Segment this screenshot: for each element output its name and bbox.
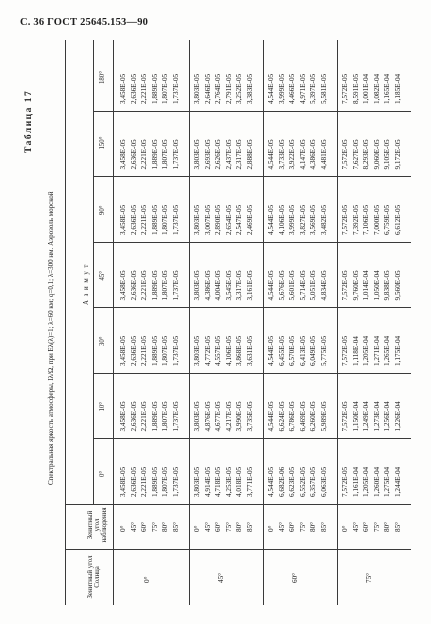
- table-cell-value: 4,386E-05: [309, 139, 317, 170]
- table-cell-value: 4,217E-05: [224, 401, 233, 432]
- zenith-value: 85°: [171, 521, 180, 532]
- sun-column-divider: [65, 549, 411, 550]
- table-cell-value: 3,803E-05: [193, 466, 201, 497]
- table-cell-value: 4,106E-05: [277, 204, 286, 235]
- table-cell-value: 3,733E-05: [277, 139, 286, 170]
- table-label: Таблица 17: [24, 89, 34, 153]
- zenith-value: 45°: [351, 521, 360, 532]
- table-cell-value: 4,834E-05: [319, 270, 328, 301]
- table-cell-value: 4,677E-05: [214, 401, 222, 432]
- table-cell-value: 6,624E-05: [277, 401, 286, 432]
- azimuth-label: 90°: [99, 205, 106, 215]
- table-cell-value: 1,807E-05: [161, 335, 169, 366]
- table-cell-value: 9,060E-05: [372, 139, 381, 170]
- table-cell-value: 3,868E-05: [235, 335, 243, 366]
- table-cell-value: 5,989E-05: [319, 401, 328, 432]
- table-cell-value: 3,458E-05: [119, 73, 127, 104]
- table-cell-value: 4,971E-05: [298, 73, 307, 104]
- sun-zenith-value: 45°: [217, 572, 225, 583]
- table-cell-value: 2,221E-05: [140, 204, 148, 235]
- zenith-value: 85°: [393, 521, 402, 532]
- table-cell-value: 2,764E-05: [214, 73, 222, 104]
- table-cell-value: 1,275E-04: [383, 466, 391, 497]
- table-cell-value: 3,803E-05: [193, 139, 201, 170]
- table-cell-value: 3,827E-05: [298, 204, 307, 235]
- table-cell-value: 2,636E-05: [129, 73, 138, 104]
- table-cell-value: 3,803E-05: [193, 335, 201, 366]
- table-cell-value: 9,172E-05: [393, 139, 402, 170]
- table-cell-value: 1,161E-04: [351, 466, 360, 497]
- table-cell-value: 4,018E-05: [235, 466, 243, 497]
- table-cell-value: 5,714E-05: [298, 270, 307, 301]
- table-cell-value: 1,014E-04: [362, 270, 370, 301]
- table-cell-value: 1,807E-05: [161, 204, 169, 235]
- table-cell-value: 1,175E-04: [393, 335, 402, 366]
- table-cell-value: 1,050E-04: [372, 270, 381, 301]
- table-cell-value: 4,544E-05: [267, 139, 275, 170]
- zenith-column-divider: [65, 504, 411, 505]
- table-cell-value: 5,051E-05: [309, 270, 317, 301]
- table-top-border: [65, 40, 66, 605]
- table-cell-value: 7,106E-05: [362, 204, 370, 235]
- table-cell-value: 3,990E-05: [235, 401, 243, 432]
- table-cell-value: 2,636E-05: [129, 204, 138, 235]
- table-cell-value: 2,791E-05: [224, 73, 233, 104]
- table-cell-value: 4,544E-05: [267, 401, 275, 432]
- table-cell-value: 5,676E-05: [277, 270, 286, 301]
- table-cell-value: 4,914E-05: [203, 466, 212, 497]
- table-cell-value: 1,244E-04: [393, 466, 402, 497]
- zenith-value: 45°: [277, 521, 286, 532]
- table-cell-value: 3,922E-05: [288, 139, 296, 170]
- table-cell-value: 4,544E-05: [267, 270, 275, 301]
- table-cell-value: 4,557E-05: [214, 335, 222, 366]
- table-cell-value: 1,249E-04: [362, 401, 370, 432]
- table-cell-value: 1,889E-05: [150, 139, 159, 170]
- zenith-value: 85°: [245, 521, 254, 532]
- table-cell-value: 3,771E-05: [245, 466, 254, 497]
- table-cell-value: 7,000E-05: [372, 204, 381, 235]
- table-cell-value: 4,466E-05: [288, 73, 296, 104]
- table-cell-value: 7,572E-05: [341, 73, 349, 104]
- table-cell-value: 1,807E-05: [161, 270, 169, 301]
- table-cell-value: 2,221E-05: [140, 401, 148, 432]
- zenith-value: 75°: [150, 521, 159, 532]
- table-cell-value: 1,807E-05: [161, 401, 169, 432]
- table-cell-value: 1,807E-05: [161, 466, 169, 497]
- table-cell-value: 5,601E-05: [288, 270, 296, 301]
- table-cell-value: 3,569E-05: [309, 204, 317, 235]
- table-cell-value: 1,256E-04: [383, 401, 391, 432]
- table-cell-value: 6,786E-05: [288, 401, 296, 432]
- table-cell-value: 3,317E-05: [235, 270, 243, 301]
- table-cell-value: 2,693E-05: [203, 139, 212, 170]
- table-cell-value: 2,221E-05: [140, 270, 148, 301]
- table-cell-value: 2,547E-05: [235, 204, 243, 235]
- azimuth-column-divider: [93, 308, 411, 309]
- table-cell-value: 9,838E-05: [383, 270, 391, 301]
- table-cell-value: 5,581E-05: [319, 73, 328, 104]
- azimuth-label: 45°: [99, 270, 106, 281]
- table-cell-value: 2,636E-05: [129, 270, 138, 301]
- table-cell-value: 1,737E-05: [171, 270, 180, 301]
- sun-zenith-value: 0°: [143, 576, 151, 583]
- block-separator: [337, 40, 338, 605]
- table-cell-value: 1,889E-05: [150, 335, 159, 366]
- table-cell-value: 4,004E-05: [214, 270, 222, 301]
- azimuth-header: А з и м у т: [83, 263, 90, 305]
- table-cell-value: 3,735E-05: [245, 401, 254, 432]
- table-cell-value: 6,413E-05: [298, 335, 307, 366]
- zenith-value: 80°: [309, 521, 317, 532]
- zenith-value: 80°: [383, 521, 391, 532]
- table-cell-value: 6,612E-05: [393, 204, 402, 235]
- table-cell-value: 3,803E-05: [193, 73, 201, 104]
- table-cell-value: 1,889E-05: [150, 204, 159, 235]
- page-header: С. 36 ГОСТ 25645.153—90: [20, 17, 149, 28]
- zenith-value: 45°: [203, 521, 212, 532]
- table-cell-value: 9,105E-05: [383, 139, 391, 170]
- table-cell-value: 1,205E-04: [362, 335, 370, 366]
- table-cell-value: 4,772E-05: [203, 335, 212, 366]
- table-cell-value: 1,889E-05: [150, 73, 159, 104]
- table-cell-value: 6,260E-05: [309, 401, 317, 432]
- table-cell-value: 1,889E-05: [150, 466, 159, 497]
- zenith-value: 75°: [298, 521, 307, 532]
- table-cell-value: 3,545E-05: [224, 270, 233, 301]
- table-cell-value: 2,636E-05: [129, 139, 138, 170]
- table-cell-value: 6,469E-05: [298, 401, 307, 432]
- table-cell-value: 1,226E-04: [393, 401, 402, 432]
- azimuth-label: 150°: [99, 136, 106, 150]
- table-cell-value: 2,626E-05: [214, 139, 222, 170]
- table-cell-value: 1,737E-05: [171, 204, 180, 235]
- table-cell-value: 9,560E-05: [393, 270, 402, 301]
- table-cell-value: 3,631E-05: [245, 335, 254, 366]
- zenith-value: 80°: [235, 521, 243, 532]
- table-cell-value: 6,570E-05: [288, 335, 296, 366]
- table-cell-value: 3,383E-05: [245, 73, 254, 104]
- table-cell-value: 1,082E-04: [372, 73, 381, 104]
- table-cell-value: 1,737E-05: [171, 466, 180, 497]
- zenith-observation-header: Зенитный угол наблюдения: [87, 507, 108, 543]
- table-cell-value: 1,889E-05: [150, 270, 159, 301]
- table-cell-value: 2,221E-05: [140, 335, 148, 366]
- table-cell-value: 7,572E-05: [341, 466, 349, 497]
- zenith-value: 75°: [224, 521, 233, 532]
- table-caption: Спектральная яркость атмосферы, Iλ/Ω, при Eλ(λ)=1; λ=60 км; q=0,1; λ=300 нм. Аэрозоль морской: [47, 191, 55, 485]
- table-cell-value: 4,386E-05: [203, 270, 212, 301]
- table-cell-value: 4,544E-05: [267, 466, 275, 497]
- azimuth-label: 0°: [99, 470, 106, 477]
- block-separator: [263, 40, 264, 605]
- table-cell-value: 4,544E-05: [267, 73, 275, 104]
- table-cell-value: 6,682E-06: [277, 466, 286, 497]
- table-cell-value: 6,623E-05: [288, 466, 296, 497]
- zenith-value: 60°: [214, 521, 222, 532]
- table-cell-value: 9,760E-05: [351, 270, 360, 301]
- table-cell-value: 7,572E-05: [341, 139, 349, 170]
- table-cell-value: 1,807E-05: [161, 73, 169, 104]
- sun-zenith-header: Зенитный угол Солнца: [87, 555, 101, 599]
- table-cell-value: 1,737E-05: [171, 139, 180, 170]
- table-cell-value: 3,252E-05: [235, 73, 243, 104]
- table-cell-value: 3,999E-05: [288, 204, 296, 235]
- table-cell-value: 6,063E-05: [319, 466, 328, 497]
- table-cell-value: 1,118E-04: [351, 336, 360, 366]
- table-cell-value: 4,481E-05: [319, 139, 328, 170]
- table-cell-value: 3,458E-05: [119, 466, 127, 497]
- zenith-value: 0°: [193, 525, 201, 532]
- table-cell-value: 4,876E-05: [203, 401, 212, 432]
- table-cell-value: 3,803E-05: [193, 204, 201, 235]
- azimuth-label: 10°: [99, 401, 106, 412]
- table-cell-value: 1,205E-04: [362, 466, 370, 497]
- table-cell-value: 7,572E-05: [341, 270, 349, 301]
- zenith-value: 45°: [129, 521, 138, 532]
- sun-zenith-value: 60°: [291, 572, 299, 583]
- table-cell-value: 2,888E-05: [245, 139, 254, 170]
- azimuth-column-divider: [93, 373, 411, 374]
- zenith-value: 0°: [119, 525, 127, 532]
- azimuth-divider: [93, 40, 94, 505]
- table-cell-value: 1,737E-05: [171, 401, 180, 432]
- zenith-value: 60°: [288, 521, 296, 532]
- table-cell-value: 4,718E-05: [214, 466, 222, 497]
- table-cell-value: 1,807E-05: [161, 139, 169, 170]
- table-cell-value: 3,458E-05: [119, 335, 127, 366]
- table-cell-value: 2,221E-05: [140, 466, 148, 497]
- table-cell-value: 2,646E-05: [203, 73, 212, 104]
- table-cell-value: 6,759E-05: [383, 204, 391, 235]
- table-cell-value: 2,636E-05: [129, 335, 138, 366]
- zenith-value: 75°: [372, 521, 381, 532]
- azimuth-column-divider: [93, 439, 411, 440]
- table-cell-value: 7,572E-05: [341, 335, 349, 366]
- zenith-value: 80°: [161, 521, 169, 532]
- table-cell-value: 3,458E-05: [119, 270, 127, 301]
- table-cell-value: 5,397E-05: [309, 73, 317, 104]
- zenith-value: 60°: [140, 521, 148, 532]
- table-cell-value: 2,654E-05: [224, 204, 233, 235]
- table-cell-value: 2,317E-05: [235, 139, 243, 170]
- table-cell-value: 1,001E-04: [362, 73, 370, 104]
- azimuth-column-divider: [93, 111, 411, 112]
- table-cell-value: 3,458E-05: [119, 401, 127, 432]
- zenith-value: 0°: [341, 525, 349, 532]
- table-cell-value: 5,775E-05: [319, 335, 328, 366]
- table-cell-value: 3,999E-05: [277, 73, 286, 104]
- zenith-value: 85°: [319, 521, 328, 532]
- table-cell-value: 1,737E-05: [171, 335, 180, 366]
- table-cell-value: 8,591E-05: [351, 73, 360, 104]
- table-cell-value: 1,165E-04: [383, 73, 391, 104]
- table-cell-value: 1,889E-05: [150, 401, 159, 432]
- table-cell-value: 1,260E-04: [372, 466, 381, 497]
- azimuth-label: 180°: [99, 71, 106, 84]
- table-cell-value: 3,482E-05: [319, 204, 328, 235]
- table-cell-value: 3,007E-05: [203, 204, 212, 235]
- table-cell-value: 2,437E-05: [224, 139, 233, 170]
- table-cell-value: 3,803E-05: [193, 401, 201, 432]
- table-cell-value: 6,049E-05: [309, 335, 317, 366]
- table-cell-value: 6,552E-05: [298, 466, 307, 497]
- table-cell-value: 4,544E-05: [267, 204, 275, 235]
- table-cell-value: 4,147E-05: [298, 139, 307, 170]
- table-cell-value: 2,469E-05: [245, 204, 254, 235]
- table-cell-value: 2,890E-05: [214, 204, 222, 235]
- table-cell-value: 2,221E-05: [140, 73, 148, 104]
- table-cell-value: 4,544E-05: [267, 335, 275, 366]
- table-cell-value: 6,455E-05: [277, 335, 286, 366]
- zenith-value: 0°: [267, 525, 275, 532]
- rotated-table: [21, 40, 411, 605]
- table-cell-value: 1,185E-04: [393, 73, 402, 104]
- azimuth-label: 30°: [99, 336, 106, 346]
- table-cell-value: 3,458E-05: [119, 204, 127, 235]
- table-cell-value: 6,357E-05: [309, 466, 317, 497]
- table-cell-value: 1,271E-04: [372, 335, 381, 366]
- table-cell-value: 2,636E-05: [129, 401, 138, 432]
- table-cell-value: 7,572E-05: [341, 401, 349, 432]
- table-cell-value: 3,161E-05: [245, 270, 254, 301]
- table-cell-value: 4,253E-05: [224, 466, 233, 497]
- table-cell-value: 1,150E-04: [351, 401, 360, 432]
- table-cell-value: 1,265E-04: [383, 335, 391, 366]
- table-cell-value: 2,221E-05: [140, 139, 148, 170]
- table-cell-value: 7,627E-05: [351, 139, 360, 170]
- sun-zenith-value: 75°: [365, 572, 373, 583]
- table-cell-value: 1,273E-04: [372, 401, 381, 432]
- table-cell-value: 8,293E-05: [362, 139, 370, 170]
- table-cell-value: 1,737E-05: [171, 73, 180, 104]
- azimuth-column-divider: [93, 177, 411, 178]
- header-bottom-border: [113, 40, 114, 605]
- table-cell-value: 7,572E-05: [341, 204, 349, 235]
- table-cell-value: 4,106E-05: [224, 335, 233, 366]
- table-cell-value: 3,458E-05: [119, 139, 127, 170]
- table-cell-value: 3,803E-05: [193, 270, 201, 301]
- table-cell-value: 7,392E-05: [351, 204, 360, 235]
- zenith-value: 60°: [362, 521, 370, 532]
- azimuth-column-divider: [93, 242, 411, 243]
- block-separator: [189, 40, 190, 605]
- table-cell-value: 2,636E-05: [129, 466, 138, 497]
